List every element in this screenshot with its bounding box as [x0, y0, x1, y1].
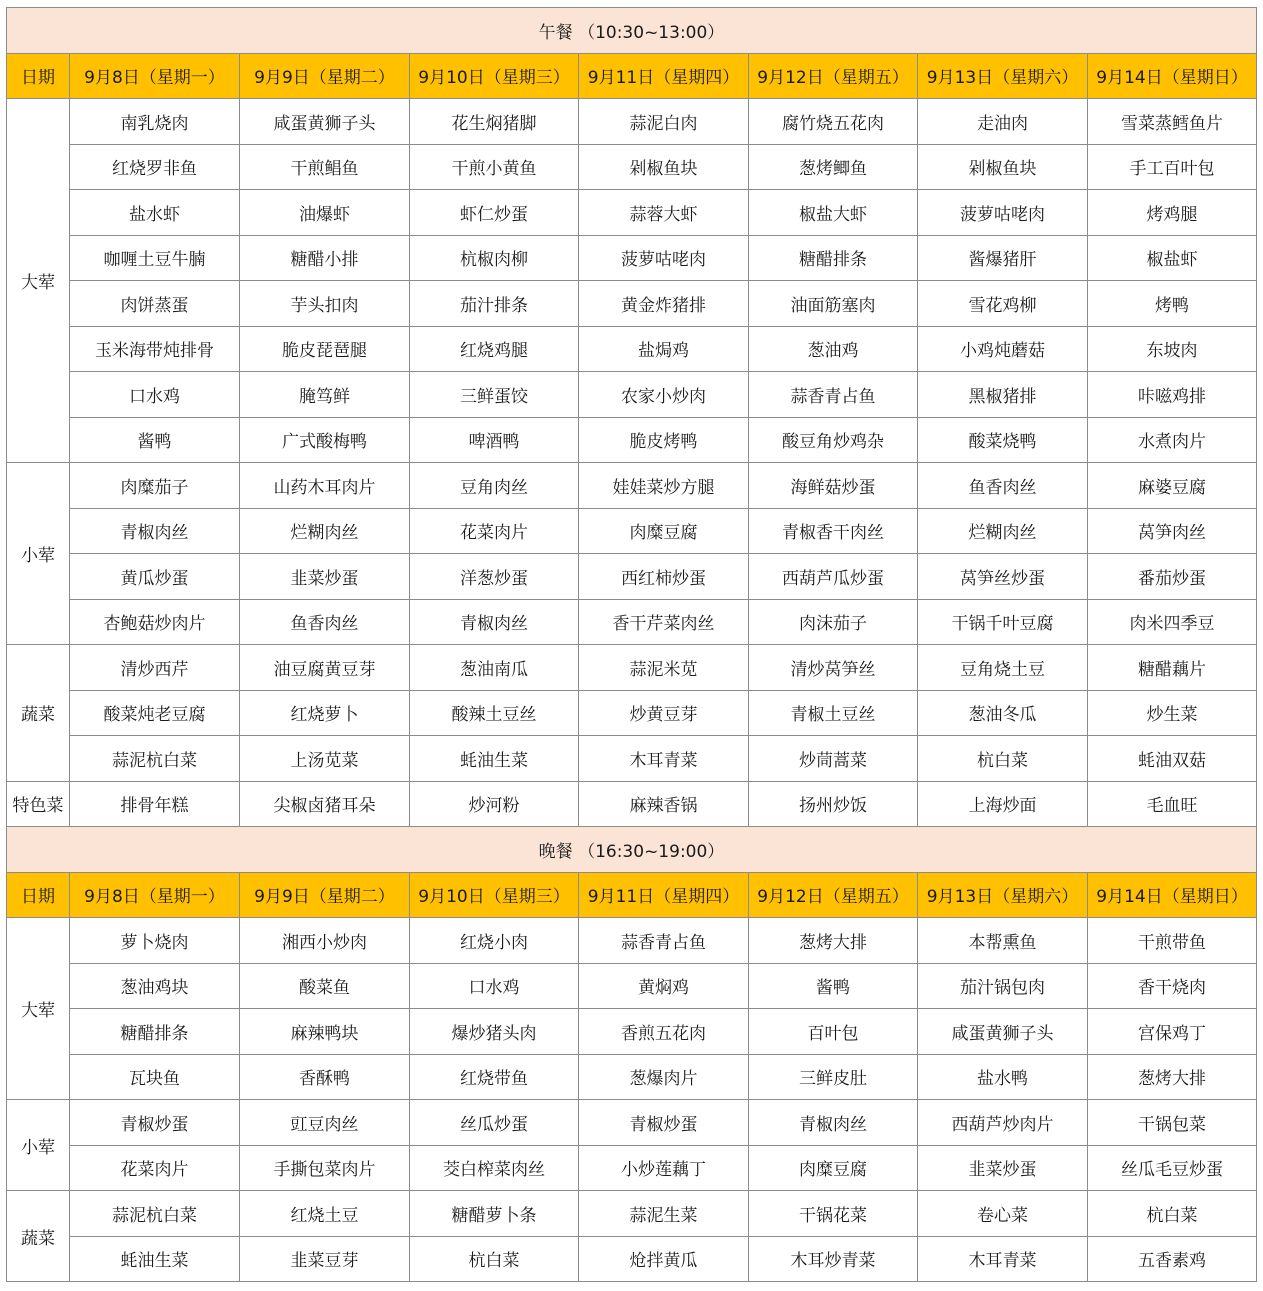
category-cell: 蔬菜: [7, 1191, 70, 1282]
dish-cell: 啤酒鸭: [410, 417, 579, 463]
dish-cell: 蒜泥杭白菜: [70, 1191, 240, 1237]
dish-cell: 虾仁炒蛋: [410, 190, 579, 236]
dish-cell: 酸辣土豆丝: [410, 690, 579, 736]
dish-cell: 酱鸭: [70, 417, 240, 463]
dish-cell: 花菜肉片: [410, 508, 579, 554]
dish-row: [7, 1191, 1257, 1237]
dish-cell: 烤鸭: [1088, 281, 1257, 327]
dish-cell: 西葫芦瓜炒蛋: [749, 554, 918, 600]
dish-cell: 炒河粉: [410, 781, 579, 827]
meal-title-row: [7, 827, 1257, 873]
dish-cell: 青椒肉丝: [410, 599, 579, 645]
dish-cell: 丝瓜毛豆炒蛋: [1088, 1145, 1257, 1191]
dish-cell: 葱烤鲫鱼: [749, 144, 918, 190]
date-header-cell: 9月14日（星期日）: [1088, 872, 1257, 918]
category-cell: 小荤: [7, 463, 70, 645]
dish-cell: 酸菜炖老豆腐: [70, 690, 240, 736]
dish-row: [7, 417, 1257, 463]
dish-cell: 肉糜豆腐: [749, 1145, 918, 1191]
dish-cell: 炒生菜: [1088, 690, 1257, 736]
dish-cell: 韭菜炒蛋: [918, 1145, 1088, 1191]
dish-cell: 香煎五花肉: [579, 1009, 749, 1055]
dish-cell: 蒜香青占鱼: [579, 918, 749, 964]
dish-cell: 糖醋小排: [240, 235, 410, 281]
dish-cell: 口水鸡: [70, 372, 240, 418]
dish-cell: 剁椒鱼块: [579, 144, 749, 190]
dish-cell: 盐焗鸡: [579, 326, 749, 372]
dish-cell: 腐竹烧五花肉: [749, 99, 918, 145]
dish-cell: 酸豆角炒鸡杂: [749, 417, 918, 463]
dish-cell: 干煎带鱼: [1088, 918, 1257, 964]
dish-cell: 青椒炒蛋: [70, 1100, 240, 1146]
dish-cell: 青椒炒蛋: [579, 1100, 749, 1146]
dish-cell: 鱼香肉丝: [240, 599, 410, 645]
dish-cell: 蒜泥生菜: [579, 1191, 749, 1237]
dish-cell: 椒盐虾: [1088, 235, 1257, 281]
dish-cell: 炒茼蒿菜: [749, 736, 918, 782]
dish-cell: 农家小炒肉: [579, 372, 749, 418]
date-header-cell: 9月14日（星期日）: [1088, 53, 1257, 99]
dish-cell: 杭白菜: [918, 736, 1088, 782]
dish-cell: 茭白榨菜肉丝: [410, 1145, 579, 1191]
dish-cell: 湘西小炒肉: [240, 918, 410, 964]
dish-cell: 红烧萝卜: [240, 690, 410, 736]
dish-cell: 香干芹菜肉丝: [579, 599, 749, 645]
dish-cell: 麻辣鸭块: [240, 1009, 410, 1055]
dish-cell: 豇豆肉丝: [240, 1100, 410, 1146]
dish-cell: 菠萝咕咾肉: [918, 190, 1088, 236]
dish-row: [7, 508, 1257, 554]
dish-row: [7, 281, 1257, 327]
dish-cell: 糖醋排条: [70, 1009, 240, 1055]
dish-row: [7, 736, 1257, 782]
date-header-cell: 9月11日（星期四）: [579, 872, 749, 918]
dish-cell: 酱鸭: [749, 963, 918, 1009]
dish-cell: 清炒莴笋丝: [749, 645, 918, 691]
dish-cell: 清炒西芹: [70, 645, 240, 691]
dish-cell: 宫保鸡丁: [1088, 1009, 1257, 1055]
dish-cell: 菠萝咕咾肉: [579, 235, 749, 281]
dish-cell: 娃娃菜炒方腿: [579, 463, 749, 509]
dish-cell: 烤鸡腿: [1088, 190, 1257, 236]
dish-cell: 肉糜茄子: [70, 463, 240, 509]
dish-cell: 葱烤大排: [1088, 1054, 1257, 1100]
date-label-cell: 日期: [7, 872, 70, 918]
dish-cell: 剁椒鱼块: [918, 144, 1088, 190]
dish-cell: 黄焖鸡: [579, 963, 749, 1009]
dish-cell: 脆皮烤鸭: [579, 417, 749, 463]
date-header-cell: 9月8日（星期一）: [70, 53, 240, 99]
date-header-cell: 9月11日（星期四）: [579, 53, 749, 99]
dish-row: [7, 1236, 1257, 1282]
dish-cell: 黄金炸猪排: [579, 281, 749, 327]
dish-row: [7, 144, 1257, 190]
dish-cell: 五香素鸡: [1088, 1236, 1257, 1282]
date-header-cell: 9月12日（星期五）: [749, 872, 918, 918]
dish-cell: 水煮肉片: [1088, 417, 1257, 463]
dish-cell: 花菜肉片: [70, 1145, 240, 1191]
dish-cell: 扬州炒饭: [749, 781, 918, 827]
dish-cell: 手工百叶包: [1088, 144, 1257, 190]
menu-table: [6, 7, 1257, 1282]
dish-cell: 豆角肉丝: [410, 463, 579, 509]
dish-cell: 东坡肉: [1088, 326, 1257, 372]
dish-cell: 脆皮琵琶腿: [240, 326, 410, 372]
date-header-cell: 9月10日（星期三）: [410, 53, 579, 99]
dish-cell: 蒜泥杭白菜: [70, 736, 240, 782]
dish-row: [7, 690, 1257, 736]
dish-cell: 黑椒猪排: [918, 372, 1088, 418]
dish-cell: 红烧罗非鱼: [70, 144, 240, 190]
dish-cell: 炒黄豆芽: [579, 690, 749, 736]
dish-cell: 酸菜烧鸭: [918, 417, 1088, 463]
dish-row: [7, 190, 1257, 236]
dish-cell: 尖椒卤猪耳朵: [240, 781, 410, 827]
dish-cell: 杭白菜: [410, 1236, 579, 1282]
dish-cell: 卷心菜: [918, 1191, 1088, 1237]
dish-cell: 蒜蓉大虾: [579, 190, 749, 236]
dish-cell: 杏鲍菇炒肉片: [70, 599, 240, 645]
dish-row: [7, 554, 1257, 600]
dish-cell: 红烧鸡腿: [410, 326, 579, 372]
dish-cell: 韭菜炒蛋: [240, 554, 410, 600]
dish-cell: 肉米四季豆: [1088, 599, 1257, 645]
dish-cell: 莴笋丝炒蛋: [918, 554, 1088, 600]
date-header-cell: 9月9日（星期二）: [240, 872, 410, 918]
dish-row: [7, 235, 1257, 281]
dish-cell: 青椒土豆丝: [749, 690, 918, 736]
dish-cell: 盐水虾: [70, 190, 240, 236]
date-header-cell: 9月13日（星期六）: [918, 872, 1088, 918]
dish-cell: 蚝油双菇: [1088, 736, 1257, 782]
dish-cell: 咔嗞鸡排: [1088, 372, 1257, 418]
dish-cell: 香干烧肉: [1088, 963, 1257, 1009]
meal-title: 晚餐 （16:30~19:00）: [7, 827, 1257, 873]
dish-cell: 木耳炒青菜: [749, 1236, 918, 1282]
date-label-cell: 日期: [7, 53, 70, 99]
dish-cell: 雪花鸡柳: [918, 281, 1088, 327]
dish-cell: 三鲜蛋饺: [410, 372, 579, 418]
dish-cell: 木耳青菜: [579, 736, 749, 782]
dish-cell: 青椒香干肉丝: [749, 508, 918, 554]
dish-cell: 口水鸡: [410, 963, 579, 1009]
dish-cell: 蒜泥米苋: [579, 645, 749, 691]
dish-cell: 青椒肉丝: [70, 508, 240, 554]
meal-title: 午餐 （10:30~13:00）: [7, 8, 1257, 54]
dish-cell: 肉糜豆腐: [579, 508, 749, 554]
dish-cell: 瓦块鱼: [70, 1054, 240, 1100]
dish-row: [7, 1145, 1257, 1191]
dish-row: [7, 599, 1257, 645]
dish-cell: 红烧带鱼: [410, 1054, 579, 1100]
dish-cell: 西红柿炒蛋: [579, 554, 749, 600]
dish-row: [7, 918, 1257, 964]
dish-cell: 油爆虾: [240, 190, 410, 236]
dish-cell: 蚝油生菜: [410, 736, 579, 782]
dish-cell: 杭椒肉柳: [410, 235, 579, 281]
dish-cell: 葱油鸡块: [70, 963, 240, 1009]
dish-cell: 干锅包菜: [1088, 1100, 1257, 1146]
dish-cell: 番茄炒蛋: [1088, 554, 1257, 600]
dish-cell: 酱爆猪肝: [918, 235, 1088, 281]
dish-cell: 茄汁排条: [410, 281, 579, 327]
date-header-cell: 9月9日（星期二）: [240, 53, 410, 99]
dish-cell: 油面筋塞肉: [749, 281, 918, 327]
dish-row: [7, 326, 1257, 372]
category-cell: 小荤: [7, 1100, 70, 1191]
dish-row: [7, 1054, 1257, 1100]
dish-cell: 炝拌黄瓜: [579, 1236, 749, 1282]
dish-cell: 盐水鸭: [918, 1054, 1088, 1100]
dish-cell: 黄瓜炒蛋: [70, 554, 240, 600]
dish-cell: 油豆腐黄豆芽: [240, 645, 410, 691]
dish-cell: 青椒肉丝: [749, 1100, 918, 1146]
dish-cell: 手撕包菜肉片: [240, 1145, 410, 1191]
date-header-cell: 9月13日（星期六）: [918, 53, 1088, 99]
dish-cell: 广式酸梅鸭: [240, 417, 410, 463]
dish-cell: 茄汁锅包肉: [918, 963, 1088, 1009]
dish-cell: 腌笃鲜: [240, 372, 410, 418]
dish-cell: 椒盐大虾: [749, 190, 918, 236]
category-cell: 蔬菜: [7, 645, 70, 782]
dish-cell: 烂糊肉丝: [918, 508, 1088, 554]
dish-cell: 芋头扣肉: [240, 281, 410, 327]
dish-cell: 红烧土豆: [240, 1191, 410, 1237]
date-header-cell: 9月10日（星期三）: [410, 872, 579, 918]
dish-row: [7, 99, 1257, 145]
dish-cell: 烂糊肉丝: [240, 508, 410, 554]
category-cell: 特色菜: [7, 781, 70, 827]
dish-cell: 小炒莲藕丁: [579, 1145, 749, 1191]
dish-row: [7, 781, 1257, 827]
dish-row: [7, 372, 1257, 418]
dish-cell: 西葫芦炒肉片: [918, 1100, 1088, 1146]
dish-cell: 丝瓜炒蛋: [410, 1100, 579, 1146]
dish-cell: 豆角烧土豆: [918, 645, 1088, 691]
dish-cell: 鱼香肉丝: [918, 463, 1088, 509]
dish-cell: 咖喱土豆牛腩: [70, 235, 240, 281]
dish-cell: 肉沫茄子: [749, 599, 918, 645]
dish-cell: 葱油南瓜: [410, 645, 579, 691]
dish-cell: 韭菜豆芽: [240, 1236, 410, 1282]
dish-cell: 莴笋肉丝: [1088, 508, 1257, 554]
dish-cell: 海鲜菇炒蛋: [749, 463, 918, 509]
category-cell: 大荤: [7, 99, 70, 463]
dish-cell: 三鲜皮肚: [749, 1054, 918, 1100]
dish-cell: 南乳烧肉: [70, 99, 240, 145]
dish-cell: 蚝油生菜: [70, 1236, 240, 1282]
date-header-cell: 9月12日（星期五）: [749, 53, 918, 99]
dish-cell: 咸蛋黄狮子头: [240, 99, 410, 145]
dish-cell: 干煎鲳鱼: [240, 144, 410, 190]
dish-cell: 糖醋萝卜条: [410, 1191, 579, 1237]
dish-cell: 香酥鸭: [240, 1054, 410, 1100]
dish-cell: 肉饼蒸蛋: [70, 281, 240, 327]
dish-cell: 干锅千叶豆腐: [918, 599, 1088, 645]
dish-cell: 山药木耳肉片: [240, 463, 410, 509]
dish-cell: 葱油鸡: [749, 326, 918, 372]
category-cell: 大荤: [7, 918, 70, 1100]
dish-cell: 酸菜鱼: [240, 963, 410, 1009]
dish-cell: 红烧小肉: [410, 918, 579, 964]
dish-cell: 糖醋排条: [749, 235, 918, 281]
dish-cell: 雪菜蒸鳕鱼片: [1088, 99, 1257, 145]
dish-cell: 葱油冬瓜: [918, 690, 1088, 736]
dish-cell: 花生焖猪脚: [410, 99, 579, 145]
dish-row: [7, 463, 1257, 509]
date-header-row: [7, 53, 1257, 99]
dish-cell: 糖醋藕片: [1088, 645, 1257, 691]
dish-cell: 走油肉: [918, 99, 1088, 145]
dish-row: [7, 645, 1257, 691]
dish-row: [7, 1100, 1257, 1146]
dish-cell: 干煎小黄鱼: [410, 144, 579, 190]
dish-cell: 爆炒猪头肉: [410, 1009, 579, 1055]
dish-cell: 干锅花菜: [749, 1191, 918, 1237]
dish-cell: 百叶包: [749, 1009, 918, 1055]
dish-cell: 蒜香青占鱼: [749, 372, 918, 418]
dish-cell: 杭白菜: [1088, 1191, 1257, 1237]
dish-cell: 麻婆豆腐: [1088, 463, 1257, 509]
dish-row: [7, 1009, 1257, 1055]
dish-cell: 本帮熏鱼: [918, 918, 1088, 964]
dish-row: [7, 963, 1257, 1009]
dish-cell: 毛血旺: [1088, 781, 1257, 827]
dish-cell: 咸蛋黄狮子头: [918, 1009, 1088, 1055]
date-header-cell: 9月8日（星期一）: [70, 872, 240, 918]
dish-cell: 葱爆肉片: [579, 1054, 749, 1100]
date-header-row: [7, 872, 1257, 918]
dish-cell: 葱烤大排: [749, 918, 918, 964]
dish-cell: 萝卜烧肉: [70, 918, 240, 964]
dish-cell: 蒜泥白肉: [579, 99, 749, 145]
dish-cell: 排骨年糕: [70, 781, 240, 827]
dish-cell: 上海炒面: [918, 781, 1088, 827]
dish-cell: 玉米海带炖排骨: [70, 326, 240, 372]
dish-cell: 麻辣香锅: [579, 781, 749, 827]
dish-cell: 小鸡炖蘑菇: [918, 326, 1088, 372]
dish-cell: 上汤苋菜: [240, 736, 410, 782]
dish-cell: 木耳青菜: [918, 1236, 1088, 1282]
dish-cell: 洋葱炒蛋: [410, 554, 579, 600]
meal-title-row: [7, 8, 1257, 54]
